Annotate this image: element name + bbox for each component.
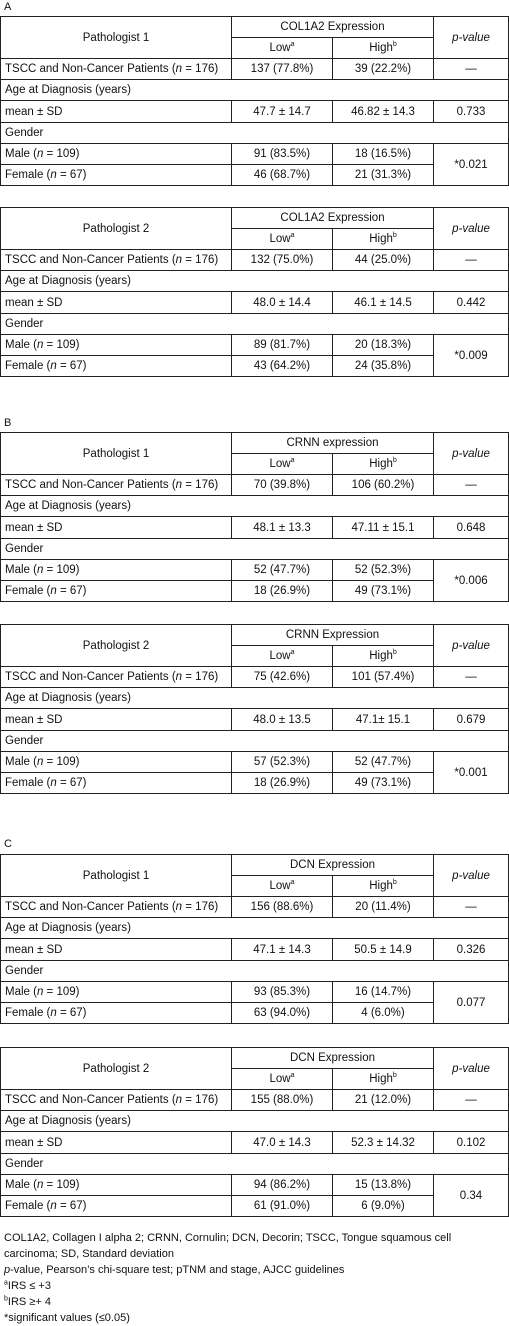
mean-row-high: 47.1± 15.1	[333, 709, 434, 731]
high-header-sup: b	[392, 232, 397, 240]
total-row-label-pre: TSCC and Non-Cancer Patients (	[5, 901, 176, 913]
high-header-text: High	[369, 42, 393, 54]
gender-section-header: Gender	[1, 731, 509, 752]
stats-table-c-2	[0, 1047, 509, 1217]
mean-row-pvalue: 0.326	[434, 939, 509, 961]
female-row-label-n: n	[50, 169, 57, 181]
mean-row-low: 48.0 ± 13.5	[232, 709, 333, 731]
female-row-label-n: n	[50, 360, 57, 372]
high-header	[333, 454, 434, 475]
mean-row-low: 48.1 ± 13.3	[232, 517, 333, 539]
total-row-label-n: n	[175, 479, 183, 491]
footnote-pvalue-text: -value, Pearson’s chi-square test; pTNM and stage, AJCC guidelines	[10, 1264, 345, 1276]
total-row-low: 70 (39.8%)	[232, 475, 333, 496]
female-row-high: 21 (31.3%)	[333, 165, 434, 186]
total-row-label	[1, 250, 232, 271]
mean-row-high: 52.3 ± 14.32	[333, 1132, 434, 1154]
male-row-high: 15 (13.8%)	[333, 1175, 434, 1196]
total-row-label-n: n	[175, 671, 183, 683]
male-row-label-post: = 109)	[43, 1179, 80, 1191]
male-row-label-pre: Male (	[5, 339, 37, 351]
male-row-label-n: n	[36, 339, 44, 351]
pvalue-header-text: p-value	[452, 31, 490, 44]
footnote-pvalue	[4, 1262, 504, 1278]
footnote-a-sup: a	[4, 1279, 8, 1287]
total-row-low: 75 (42.6%)	[232, 667, 333, 688]
male-row-label-pre: Male (	[5, 986, 37, 998]
high-header-text: High	[369, 233, 393, 245]
mean-row-pvalue: 0.648	[434, 517, 509, 539]
male-row-low: 52 (47.7%)	[232, 560, 333, 581]
low-header-text: Low	[269, 1073, 291, 1085]
total-row-label-pre: TSCC and Non-Cancer Patients (	[5, 671, 176, 683]
gender-pvalue: 0.34	[434, 1175, 509, 1217]
female-row-high: 24 (35.8%)	[333, 356, 434, 377]
male-row-high: 18 (16.5%)	[333, 144, 434, 165]
total-row-label-post: = 176)	[182, 63, 219, 75]
gender-section-header: Gender	[1, 123, 509, 144]
pvalue-header-text: p-value	[452, 869, 490, 882]
mean-row-label: mean ± SD	[1, 1132, 232, 1154]
mean-row-low: 47.0 ± 14.3	[232, 1132, 333, 1154]
female-row-label-post: = 67)	[56, 1200, 87, 1212]
female-row-label	[1, 356, 232, 377]
female-row-label-pre: Female (	[5, 1200, 51, 1212]
pathologist-header: Pathologist 2	[1, 208, 232, 250]
age-section-header: Age at Diagnosis (years)	[1, 271, 509, 292]
footnote-b-text: IRS ≥+ 4	[7, 1296, 51, 1308]
mean-row-low: 47.1 ± 14.3	[232, 939, 333, 961]
total-row-label	[1, 897, 232, 918]
gender-pvalue: *0.001	[434, 752, 509, 794]
total-row-label-post: = 176)	[182, 254, 219, 266]
male-row-label-pre: Male (	[5, 148, 37, 160]
age-section-header: Age at Diagnosis (years)	[1, 918, 509, 939]
total-row-label-pre: TSCC and Non-Cancer Patients (	[5, 1094, 176, 1106]
female-row-label-post: = 67)	[56, 169, 87, 181]
female-row-label	[1, 1196, 232, 1217]
low-header-text: Low	[269, 880, 291, 892]
high-header-text: High	[369, 1073, 393, 1085]
mean-row-low: 47.7 ± 14.7	[232, 101, 333, 123]
mean-row-pvalue: 0.733	[434, 101, 509, 123]
mean-row-high: 46.82 ± 14.3	[333, 101, 434, 123]
total-row-label	[1, 1090, 232, 1111]
age-section-header: Age at Diagnosis (years)	[1, 1111, 509, 1132]
pathologist-header: Pathologist 2	[1, 1048, 232, 1090]
total-row-low: 137 (77.8%)	[232, 59, 333, 80]
female-row-label-pre: Female (	[5, 360, 51, 372]
male-row-label-n: n	[36, 1179, 44, 1191]
female-row-label-post: = 67)	[56, 585, 87, 597]
female-row-label	[1, 1003, 232, 1024]
total-row-pvalue: —	[434, 475, 509, 496]
high-header-text: High	[369, 880, 393, 892]
marker-header: CRNN Expression	[232, 625, 434, 646]
section-label-a: A	[4, 1, 12, 13]
total-row-label-n: n	[175, 1094, 183, 1106]
female-row-label-pre: Female (	[5, 1007, 51, 1019]
female-row-label-pre: Female (	[5, 585, 51, 597]
mean-row-label: mean ± SD	[1, 101, 232, 123]
pvalue-header-text: p-value	[452, 447, 490, 460]
female-row-high: 4 (6.0%)	[333, 1003, 434, 1024]
male-row-label-pre: Male (	[5, 1179, 37, 1191]
stats-table-c-1	[0, 854, 509, 1024]
footnote-abbreviations: COL1A2, Collagen I alpha 2; CRNN, Cornulin; DCN, Decorin; TSCC, Tongue squamous cell carcinoma; SD, Standard deviation	[4, 1232, 452, 1260]
male-row-label	[1, 752, 232, 773]
male-row-label-post: = 109)	[43, 756, 80, 768]
total-row-label-pre: TSCC and Non-Cancer Patients (	[5, 479, 176, 491]
low-header-sup: a	[290, 1072, 295, 1080]
footnote-pvalue-italic: p	[4, 1264, 11, 1276]
mean-row-pvalue: 0.679	[434, 709, 509, 731]
gender-section-header: Gender	[1, 314, 509, 335]
stats-table-b-2	[0, 624, 509, 794]
mean-row-pvalue: 0.442	[434, 292, 509, 314]
male-row-label-pre: Male (	[5, 756, 37, 768]
total-row-label-post: = 176)	[182, 901, 219, 913]
mean-row-label: mean ± SD	[1, 292, 232, 314]
total-row-label-pre: TSCC and Non-Cancer Patients (	[5, 63, 176, 75]
age-section-header: Age at Diagnosis (years)	[1, 496, 509, 517]
total-row-pvalue: —	[434, 667, 509, 688]
male-row-low: 57 (52.3%)	[232, 752, 333, 773]
female-row-label-n: n	[50, 777, 57, 789]
male-row-label	[1, 982, 232, 1003]
high-header	[333, 229, 434, 250]
male-row-label-post: = 109)	[43, 564, 80, 576]
low-header	[232, 646, 333, 667]
gender-pvalue: *0.021	[434, 144, 509, 186]
low-header	[232, 1069, 333, 1090]
gender-section-header: Gender	[1, 1154, 509, 1175]
total-row-label-post: = 176)	[182, 671, 219, 683]
male-row-high: 20 (18.3%)	[333, 335, 434, 356]
total-row-pvalue: —	[434, 1090, 509, 1111]
total-row-label-n: n	[175, 63, 183, 75]
high-header	[333, 876, 434, 897]
female-row-label-post: = 67)	[56, 1007, 87, 1019]
marker-header: CRNN expression	[232, 433, 434, 454]
total-row-label-pre: TSCC and Non-Cancer Patients (	[5, 254, 176, 266]
section-label-c: C	[4, 838, 12, 850]
pvalue-header	[434, 1048, 509, 1090]
total-row-label	[1, 59, 232, 80]
male-row-label	[1, 144, 232, 165]
male-row-label-n: n	[36, 564, 44, 576]
marker-header: COL1A2 Expression	[232, 17, 434, 38]
pvalue-header-text: p-value	[452, 1062, 490, 1075]
male-row-low: 94 (86.2%)	[232, 1175, 333, 1196]
total-row-high: 44 (25.0%)	[333, 250, 434, 271]
total-row-label	[1, 667, 232, 688]
stats-table-a-2	[0, 207, 509, 377]
female-row-label	[1, 773, 232, 794]
footnote-b	[4, 1294, 504, 1310]
mean-row-pvalue: 0.102	[434, 1132, 509, 1154]
pvalue-header	[434, 625, 509, 667]
total-row-label-post: = 176)	[182, 479, 219, 491]
male-row-low: 89 (81.7%)	[232, 335, 333, 356]
male-row-high: 52 (47.7%)	[333, 752, 434, 773]
high-header-text: High	[369, 458, 393, 470]
low-header-sup: a	[290, 41, 295, 49]
marker-header: DCN Expression	[232, 855, 434, 876]
female-row-low: 18 (26.9%)	[232, 581, 333, 602]
gender-section-header: Gender	[1, 539, 509, 560]
high-header	[333, 38, 434, 59]
low-header	[232, 454, 333, 475]
low-header	[232, 876, 333, 897]
total-row-label-post: = 176)	[182, 1094, 219, 1106]
total-row-label-n: n	[175, 901, 183, 913]
total-row-low: 132 (75.0%)	[232, 250, 333, 271]
low-header-sup: a	[290, 232, 295, 240]
total-row-high: 20 (11.4%)	[333, 897, 434, 918]
female-row-low: 63 (94.0%)	[232, 1003, 333, 1024]
female-row-label	[1, 165, 232, 186]
total-row-pvalue: —	[434, 250, 509, 271]
female-row-low: 43 (64.2%)	[232, 356, 333, 377]
pathologist-header: Pathologist 1	[1, 855, 232, 897]
male-row-label	[1, 1175, 232, 1196]
female-row-low: 61 (91.0%)	[232, 1196, 333, 1217]
male-row-high: 52 (52.3%)	[333, 560, 434, 581]
male-row-high: 16 (14.7%)	[333, 982, 434, 1003]
pathologist-header: Pathologist 2	[1, 625, 232, 667]
low-header	[232, 229, 333, 250]
male-row-label-n: n	[36, 756, 44, 768]
pathologist-header: Pathologist 1	[1, 17, 232, 59]
age-section-header: Age at Diagnosis (years)	[1, 80, 509, 101]
total-row-low: 156 (88.6%)	[232, 897, 333, 918]
male-row-label-post: = 109)	[43, 148, 80, 160]
mean-row-label: mean ± SD	[1, 939, 232, 961]
male-row-label-post: = 109)	[43, 986, 80, 998]
male-row-label-n: n	[36, 148, 44, 160]
high-header-text: High	[369, 650, 393, 662]
total-row-pvalue: —	[434, 897, 509, 918]
mean-row-high: 47.11 ± 15.1	[333, 517, 434, 539]
low-header-text: Low	[269, 233, 291, 245]
low-header-text: Low	[269, 458, 291, 470]
female-row-label-post: = 67)	[56, 777, 87, 789]
pvalue-header-text: p-value	[452, 639, 490, 652]
female-row-label-post: = 67)	[56, 360, 87, 372]
age-section-header: Age at Diagnosis (years)	[1, 688, 509, 709]
female-row-label-n: n	[50, 585, 57, 597]
stats-table-b-1	[0, 432, 509, 602]
high-header-sup: b	[392, 649, 397, 657]
footnote-a	[4, 1278, 504, 1294]
mean-row-high: 46.1 ± 14.5	[333, 292, 434, 314]
low-header-sup: a	[290, 649, 295, 657]
total-row-high: 39 (22.2%)	[333, 59, 434, 80]
female-row-low: 46 (68.7%)	[232, 165, 333, 186]
low-header-sup: a	[290, 879, 295, 887]
footnote-b-sup: b	[4, 1295, 8, 1303]
marker-header: DCN Expression	[232, 1048, 434, 1069]
section-label-b: B	[4, 417, 12, 429]
pvalue-header	[434, 433, 509, 475]
mean-row-label: mean ± SD	[1, 517, 232, 539]
low-header-sup: a	[290, 457, 295, 465]
footnotes	[4, 1230, 504, 1326]
pvalue-header	[434, 17, 509, 59]
high-header-sup: b	[392, 879, 397, 887]
female-row-high: 49 (73.1%)	[333, 581, 434, 602]
gender-pvalue: 0.077	[434, 982, 509, 1024]
female-row-label-n: n	[50, 1200, 57, 1212]
total-row-label-n: n	[175, 254, 183, 266]
pvalue-header	[434, 855, 509, 897]
high-header	[333, 646, 434, 667]
total-row-pvalue: —	[434, 59, 509, 80]
total-row-high: 21 (12.0%)	[333, 1090, 434, 1111]
high-header-sup: b	[392, 41, 397, 49]
male-row-label-post: = 109)	[43, 339, 80, 351]
low-header-text: Low	[269, 42, 291, 54]
low-header-text: Low	[269, 650, 291, 662]
high-header	[333, 1069, 434, 1090]
male-row-label	[1, 560, 232, 581]
total-row-label	[1, 475, 232, 496]
male-row-low: 91 (83.5%)	[232, 144, 333, 165]
mean-row-low: 48.0 ± 14.4	[232, 292, 333, 314]
male-row-label-pre: Male (	[5, 564, 37, 576]
mean-row-high: 50.5 ± 14.9	[333, 939, 434, 961]
pvalue-header	[434, 208, 509, 250]
marker-header: COL1A2 Expression	[232, 208, 434, 229]
pathologist-header: Pathologist 1	[1, 433, 232, 475]
gender-pvalue: *0.006	[434, 560, 509, 602]
female-row-label-n: n	[50, 1007, 57, 1019]
footnote-a-text: IRS ≤ +3	[7, 1280, 51, 1292]
female-row-low: 18 (26.9%)	[232, 773, 333, 794]
mean-row-label: mean ± SD	[1, 709, 232, 731]
stats-table-a-1	[0, 16, 509, 186]
total-row-high: 106 (60.2%)	[333, 475, 434, 496]
gender-pvalue: *0.009	[434, 335, 509, 377]
high-header-sup: b	[392, 1072, 397, 1080]
footnote-significance: *significant values (≤0.05)	[4, 1312, 130, 1324]
pvalue-header-text: p-value	[452, 222, 490, 235]
male-row-low: 93 (85.3%)	[232, 982, 333, 1003]
total-row-low: 155 (88.0%)	[232, 1090, 333, 1111]
female-row-high: 6 (9.0%)	[333, 1196, 434, 1217]
low-header	[232, 38, 333, 59]
male-row-label	[1, 335, 232, 356]
total-row-high: 101 (57.4%)	[333, 667, 434, 688]
female-row-high: 49 (73.1%)	[333, 773, 434, 794]
female-row-label	[1, 581, 232, 602]
male-row-label-n: n	[36, 986, 44, 998]
gender-section-header: Gender	[1, 961, 509, 982]
female-row-label-pre: Female (	[5, 169, 51, 181]
high-header-sup: b	[392, 457, 397, 465]
female-row-label-pre: Female (	[5, 777, 51, 789]
